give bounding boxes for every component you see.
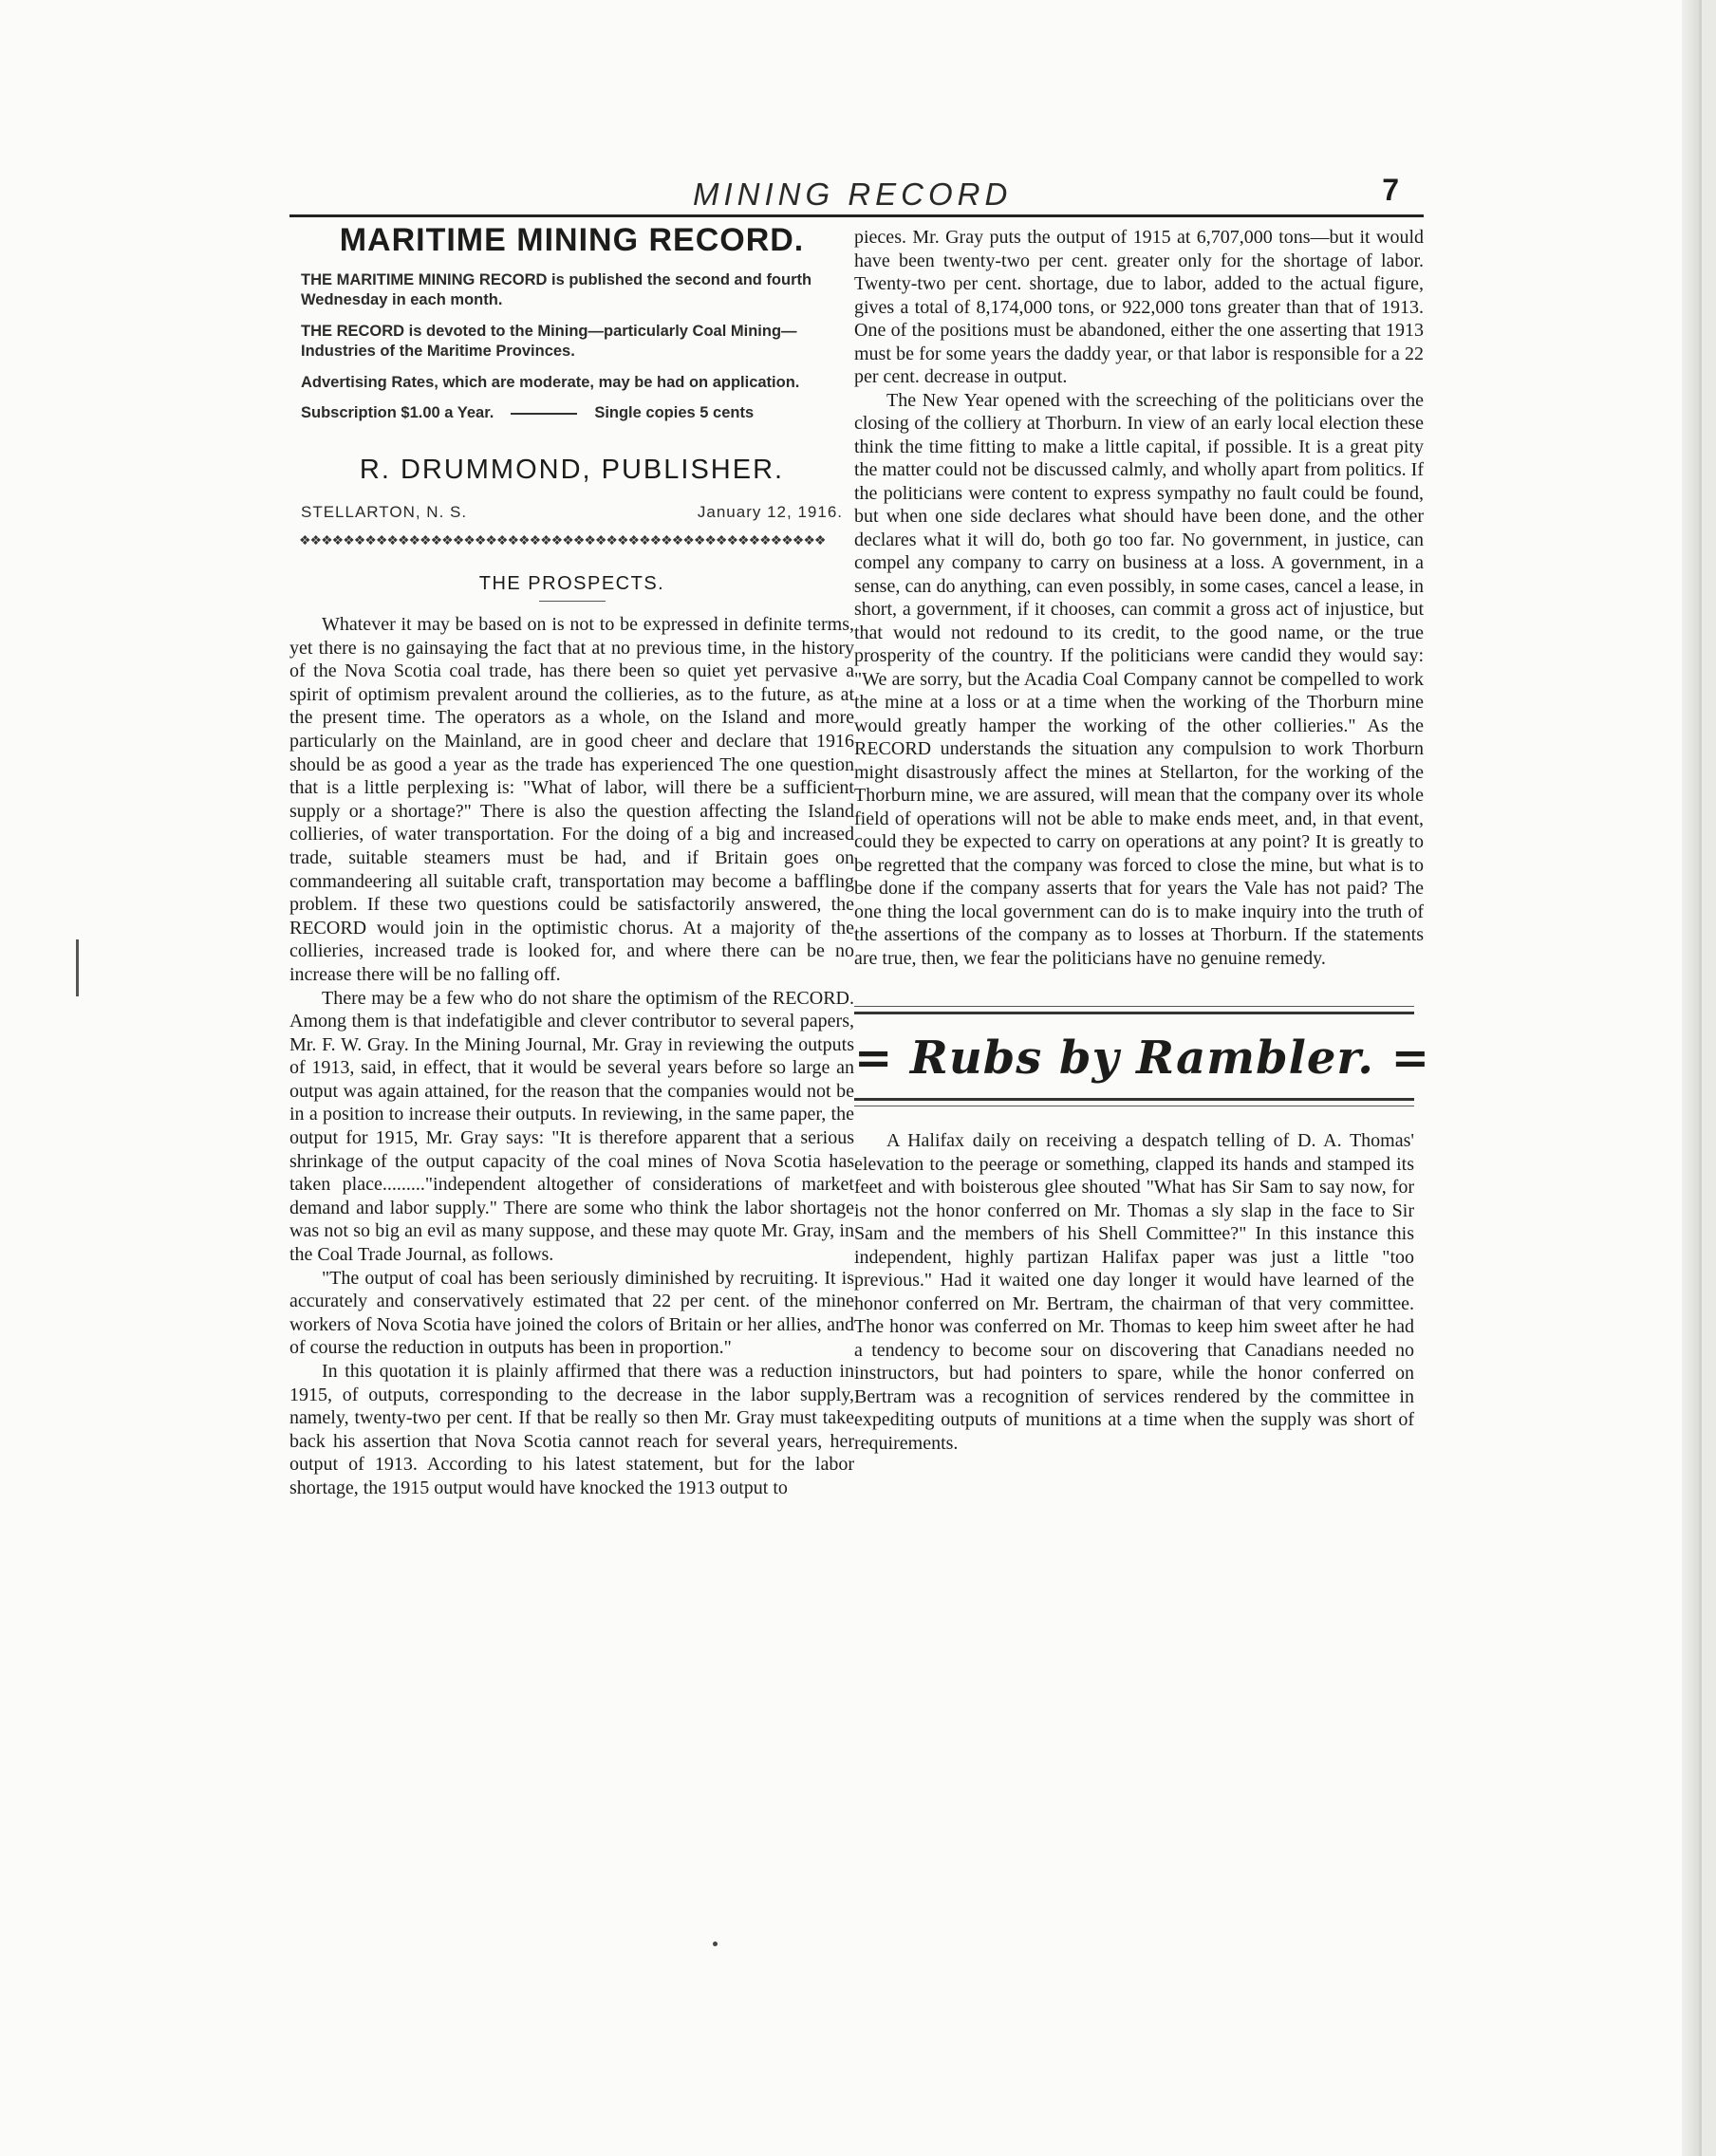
publisher-name: R. DRUMMOND, PUBLISHER. [359, 455, 785, 485]
margin-mark [76, 939, 79, 996]
masthead-advertising-note: Advertising Rates, which are moderate, may be had on application. [301, 374, 800, 391]
masthead-title: MARITIME MINING RECORD. [339, 222, 805, 258]
prospects-paragraph-6: The New Year opened with the screeching of the politicians over the closing of the colliery at Thorburn. In view of an early local election these think the time fitting to make a little capital, if possible. It is a great pity the matter could not be discussed calmly, and wholly apart from politics. If the politicians were content to express sympathy no fault could be found, but when one side declares what should have been done, and the other declares what it will do, both go too far. No government, in justice, can compel any company to carry on business at a loss. A government, in a sense, can do anything, can even possibly, in some cases, cancel a lease, in short, a government, if it chooses, can commit a gross act of injustice, but that would not redound to its credit, to the good name, or the true prosperity of the country. If the politicians were candid they would say: "We are sorry, but the Acadia Coal Company cannot be compelled to work the mine at a loss or at a time when the working of the Thorburn mine would greatly hamper the working of the other collieries." As the RECORD understands the situation any compulsion to work Thorburn might disastrously affect the mines at Stellarton, for the working of the Thorburn mine, we are assured, will mean that the company over its whole field of operations will not be able to make ends meet, and, in that event, could they be expected to carry on operations at any point? It is greatly to be regretted that the company was forced to close the mine, but what is to be done if the company asserts that for years the Vale has not paid? The one thing the local government can do is to make inquiry into the truth of the assertions of the company as to losses at Thorburn. If the statements are true, then, we fear the politicians have no genuine remedy. [854, 389, 1424, 969]
masthead-publication-note: THE MARITIME MINING RECORD is published the second and fourth Wednesday in each month. [301, 271, 812, 308]
place-date-line [301, 503, 843, 522]
running-head [289, 173, 1424, 217]
page-dot [713, 1942, 718, 1946]
subscription-line [301, 404, 854, 422]
rubs-section [854, 1006, 1430, 1455]
running-title: MINING RECORD [693, 177, 1013, 212]
publication-place: STELLARTON, N. S. [301, 503, 468, 521]
single-copy-price: Single copies 5 cents [594, 404, 755, 421]
page-edge [1682, 0, 1699, 2156]
prospects-paragraph-1: Whatever it may be based on is not to be expressed in definite terms, yet there is no gainsaying the fact that at no previous time, in the history of the Nova Scotia coal trade, has there been so quiet yet pervasive a spirit of optimism prevalent around the collieries, as to the future, as at the present time. The operators as a whole, on the Island and more particularly on the Mainland, are in good cheer and declare that 1916 should be as good a year as the trade has experienced The one question that is a little perplexing is: "What of labor, will there be a sufficient supply or a shortage?" There is also the question affecting the Island collieries, of water transportation. For the doing of a big and increased trade, suitable steamers must be had, and if Britain goes on commandeering all suitable craft, transportation may become a baffling problem. If these two questions could be satisfactorily answered, the RECORD would join in the optimistic chorus. At a majority of the collieries, increased trade is looked for, and where there can be no increase there will be no falling off. [289, 614, 854, 985]
ornamental-rule: ❖❖❖❖❖❖❖❖❖❖❖❖❖❖❖❖❖❖❖❖❖❖❖❖❖❖❖❖❖❖❖❖❖❖❖❖❖❖❖❖❖❖❖❖❖❖❖❖ [299, 534, 826, 548]
rubs-paragraph-1: A Halifax daily on receiving a despatch telling of D. A. Thomas' elevation to the peerage or something, clapped its hands and stamped its feet and with boisterous glee shouted "What has Sir Sam to say now, for is not the honor conferred on Mr. Thomas a sly slap in the face to Sir Sam and the members of his Shell Committee?" In this instance this independent, highly partizan Halifax paper was just a little "too previous." Had it waited one day longer it would have learned of the honor conferred on Mr. Bertram, the chairman of that very committee. The honor was conferred on Mr. Thomas to keep him sweet after he had a tendency to become sour on discovering that Canadians needed no instructors, but had pointers to spare, while the honor conferred on Bertram was a recognition of services rendered by the committee in expediting outputs of munitions at a time when the supply was short of requirements. [854, 1130, 1414, 1454]
prospects-paragraph-5: pieces. Mr. Gray puts the output of 1915 at 6,707,000 tons—but it would have been twenty-two per cent. greater only for the shortage of labor. Twenty-two per cent. shortage, due to labor, added to the actual figure, gives a total of 8,174,000 tons, or 922,000 tons greater than that of 1913. One of the positions must be abandoned, either the one asserting that 1913 must be for some years the daddy year, or that labor is responsible for a 22 per cent. decrease in output. [854, 227, 1424, 387]
heading-underline [539, 601, 606, 602]
masthead-devotion-note: THE RECORD is devoted to the Mining—particularly Coal Mining—Industries of the Maritime Provinces. [301, 323, 797, 360]
subscription-price: Subscription $1.00 a Year. [301, 404, 494, 421]
rubs-heading: = Rubs by Rambler. = [854, 1032, 1430, 1085]
rubs-top-rule [854, 1006, 1414, 1014]
left-column [289, 218, 854, 1500]
prospects-quotation: "The output of coal has been seriously diminished by recruiting. It is accurately and conservatively estimated that 22 per cent. of the mine workers of Nova Scotia have joined the colors of Britain or her allies, and of course the reduction in outputs has been in proportion." [289, 1267, 854, 1359]
right-column [854, 226, 1430, 1455]
rubs-bottom-rule [854, 1098, 1414, 1106]
prospects-paragraph-4: In this quotation it is plainly affirmed that there was a reduction in 1915, of outputs, corresponding to the decrease in the labor supply, namely, twenty-two per cent. If that be really so then Mr. Gray must take back his assertion that Nova Scotia cannot reach for several years, her output of 1913. According to his latest statement, but for the labor shortage, the 1915 output would have knocked the 1913 output to [289, 1361, 854, 1498]
publication-date: January 12, 1916. [697, 503, 843, 521]
subscription-divider [511, 413, 577, 415]
prospects-paragraph-2: There may be a few who do not share the optimism of the RECORD. Among them is that indefatigible and clever contributor to several papers, Mr. F. W. Gray. In the Mining Journal, Mr. Gray in reviewing the outputs of 1913, said, in effect, that it would be several years before so large an output was again attained, for the reason that the companies would not be in a position to increase their outputs. In reviewing, in the same paper, the output for 1915, Mr. Gray says: "It is therefore apparent that a serious shrinkage of the output capacity of the coal mines of Nova Scotia has taken place........."independent altogether of considerations of market demand and labor supply." There are some who think the labor shortage was not so big an evil as many suppose, and these may quote Mr. Gray, in the Coal Trade Journal, as follows. [289, 987, 854, 1266]
section-heading-prospects: THE PROSPECTS. [478, 573, 665, 594]
page-number: 7 [1382, 173, 1399, 207]
